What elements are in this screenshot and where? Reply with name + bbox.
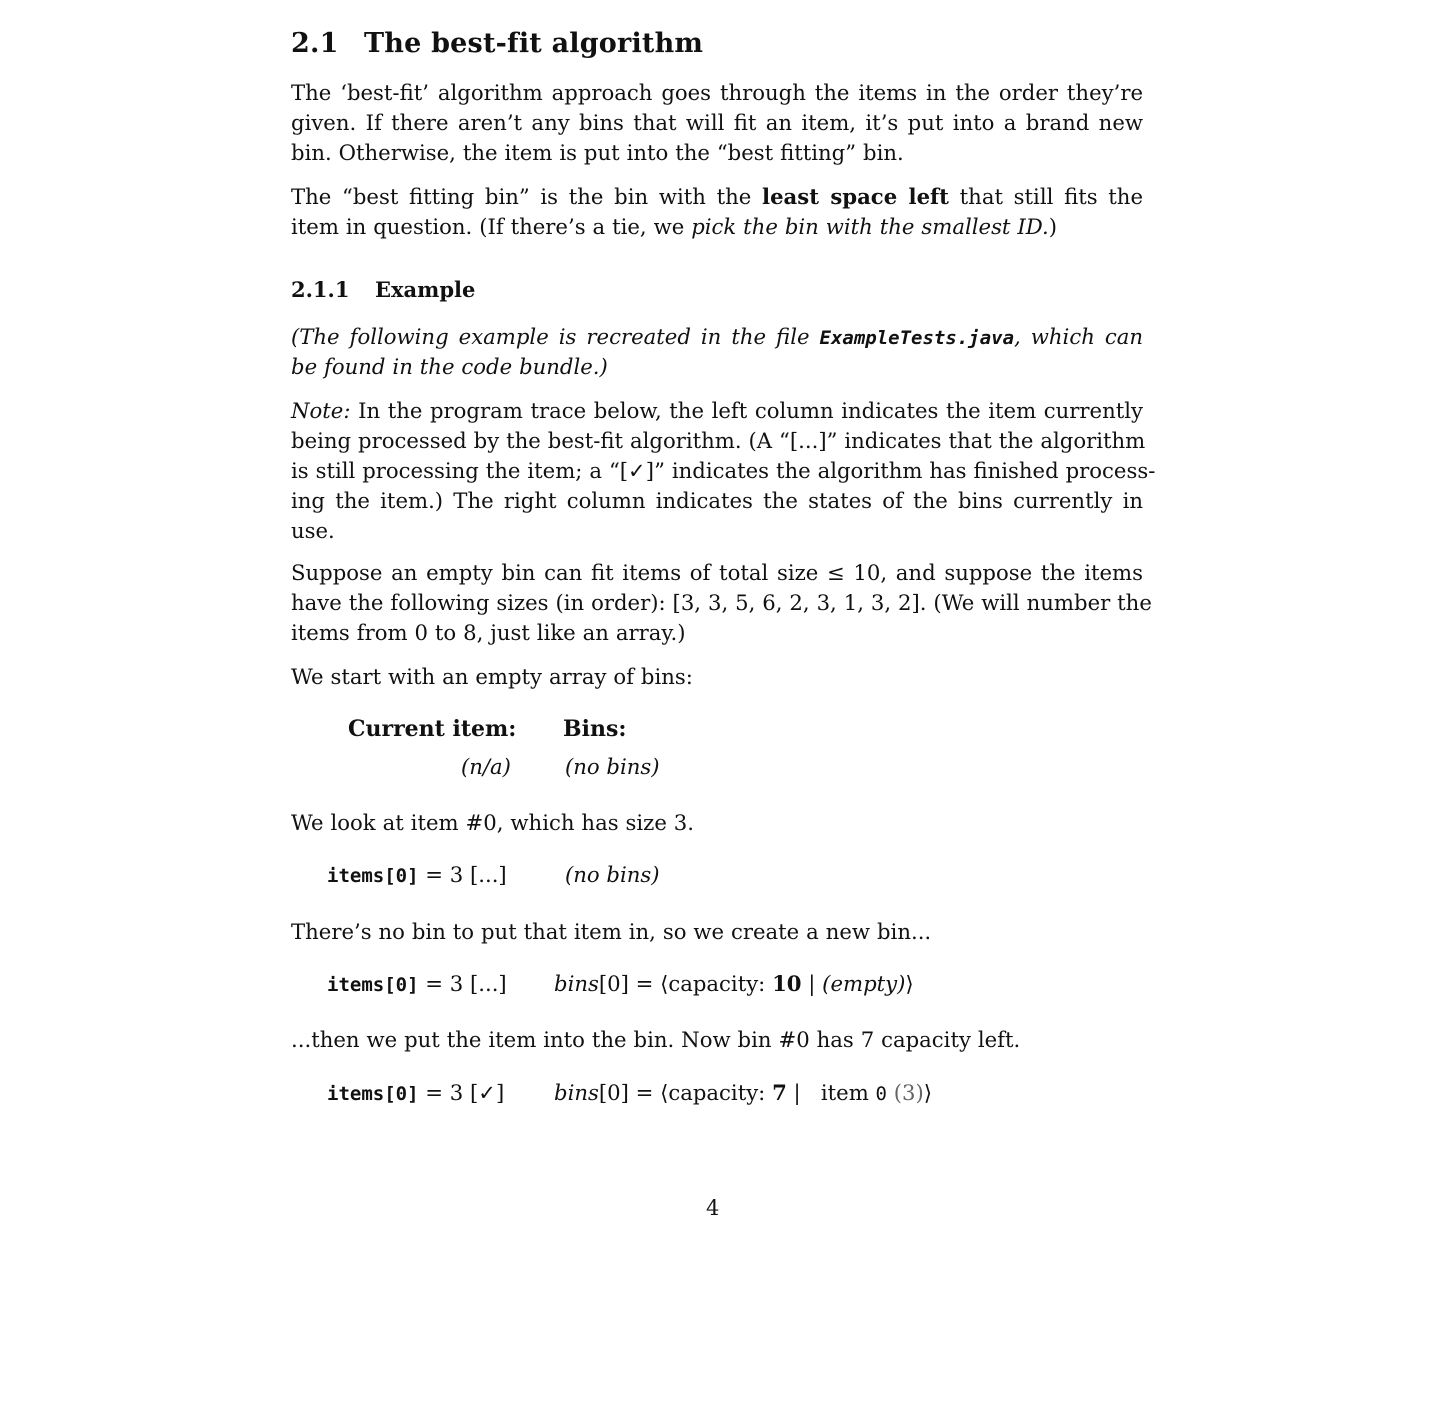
text-line xyxy=(291,322,1143,352)
page-number: 4 xyxy=(706,1196,720,1220)
item-state: = 3 [...] xyxy=(418,971,507,996)
bin-capacity: 10 xyxy=(772,971,802,996)
text-run: [0] = ⟨capacity: xyxy=(598,1080,773,1105)
text-run: In the program trace below, the left column indicates the item currently xyxy=(358,398,1143,423)
text-line: ing the item.) The right column indicates the states of the bins currently in xyxy=(291,488,1143,513)
text-run: item in question. (If there’s a tie, we xyxy=(291,214,685,239)
note-paragraph xyxy=(291,396,1156,546)
text-line: The ‘best-fit’ algorithm approach goes through the items in the order they’re xyxy=(291,80,1143,105)
text-run: [0] = ⟨capacity: xyxy=(598,971,773,996)
intro-paragraph-2 xyxy=(291,182,1143,242)
bin-item-size: (3) xyxy=(887,1080,924,1105)
trace-row-1-bins: (no bins) xyxy=(565,862,660,887)
trace-row-3-bins xyxy=(554,1080,932,1105)
trace-current-value: (n/a) xyxy=(461,754,511,779)
text-line: be found in the code bundle.) xyxy=(291,354,608,379)
text-line: have the following sizes (in order): [3, 3, 5, 6, 2, 3, 1, 3, 2]. (We will number the xyxy=(291,590,1152,615)
subsection-title: Example xyxy=(375,277,476,302)
item-state: = 3 [✓] xyxy=(418,1080,505,1105)
text-line: ...then we put the item into the bin. Now bin #0 has 7 capacity left. xyxy=(291,1027,1021,1052)
bins-var: bins xyxy=(554,1080,599,1105)
text-line xyxy=(291,212,1143,242)
bold-phrase: least space left xyxy=(762,184,949,209)
trace-row-2-item xyxy=(327,971,507,996)
section-heading xyxy=(291,28,703,59)
item-ref: items[0] xyxy=(327,865,419,887)
bin-item-id: 0 xyxy=(875,1083,887,1105)
text-run: The “best fitting bin” is the bin with the xyxy=(291,184,752,209)
section-number: 2.1 xyxy=(291,28,339,59)
text-run: (The following example is recreated in the file xyxy=(291,324,810,349)
text-line xyxy=(291,396,1143,426)
trace-header-bins: Bins: xyxy=(563,716,627,742)
intro-paragraph-1 xyxy=(291,78,1143,168)
text-line: items from 0 to 8, just like an array.) xyxy=(291,620,686,645)
bin-capacity: 7 xyxy=(772,1080,787,1105)
text-line: being processed by the best-fit algorithm. (A “[...]” indicates that the algorithm xyxy=(291,428,1146,453)
suppose-paragraph xyxy=(291,558,1152,648)
look-paragraph xyxy=(291,808,1143,838)
text-line: is still processing the item; a “[✓]” indicates the algorithm has finished process- xyxy=(291,458,1156,483)
text-line: We look at item #0, which has size 3. xyxy=(291,810,695,835)
text-run: | xyxy=(801,971,823,996)
bins-var: bins xyxy=(554,971,599,996)
text-line: We start with an empty array of bins: xyxy=(291,664,693,689)
item-ref: items[0] xyxy=(327,1083,419,1105)
note-label: Note: xyxy=(291,398,351,423)
text-line xyxy=(291,182,1143,212)
text-run: ⟩ xyxy=(905,971,914,996)
subsection-heading xyxy=(291,277,475,302)
text-line: Suppose an empty bin can fit items of total size ≤ 10, and suppose the items xyxy=(291,560,1143,585)
subsection-number: 2.1.1 xyxy=(291,277,350,302)
text-run: | item xyxy=(786,1080,876,1105)
text-line: bin. Otherwise, the item is put into the “best fitting” bin. xyxy=(291,140,904,165)
item-state: = 3 [...] xyxy=(418,862,507,887)
trace-row-1-item xyxy=(327,862,507,887)
trace-bins-value: (no bins) xyxy=(565,754,660,779)
text-line: use. xyxy=(291,518,335,543)
text-run: ) xyxy=(1048,214,1058,239)
then-paragraph xyxy=(291,1025,1143,1055)
text-run: that still fits the xyxy=(959,184,1143,209)
text-line: given. If there aren’t any bins that will fit an item, it’s put into a brand new xyxy=(291,110,1143,135)
item-ref: items[0] xyxy=(327,974,419,996)
trace-row-3-item xyxy=(327,1080,504,1105)
file-name: ExampleTests.java xyxy=(819,327,1015,349)
text-run: , which can xyxy=(1014,324,1144,349)
example-note-paragraph xyxy=(291,322,1143,382)
text-line: There’s no bin to put that item in, so we create a new bin... xyxy=(291,919,932,944)
trace-header-current: Current item: xyxy=(348,716,517,742)
text-run: ⟩ xyxy=(923,1080,933,1105)
start-paragraph xyxy=(291,662,1143,692)
section-title: The best-fit algorithm xyxy=(364,28,704,59)
trace-row-2-bins xyxy=(554,971,914,996)
nobin-paragraph xyxy=(291,917,1143,947)
italic-phrase: pick the bin with the smallest ID. xyxy=(691,214,1049,239)
bin-contents: (empty) xyxy=(822,971,906,996)
